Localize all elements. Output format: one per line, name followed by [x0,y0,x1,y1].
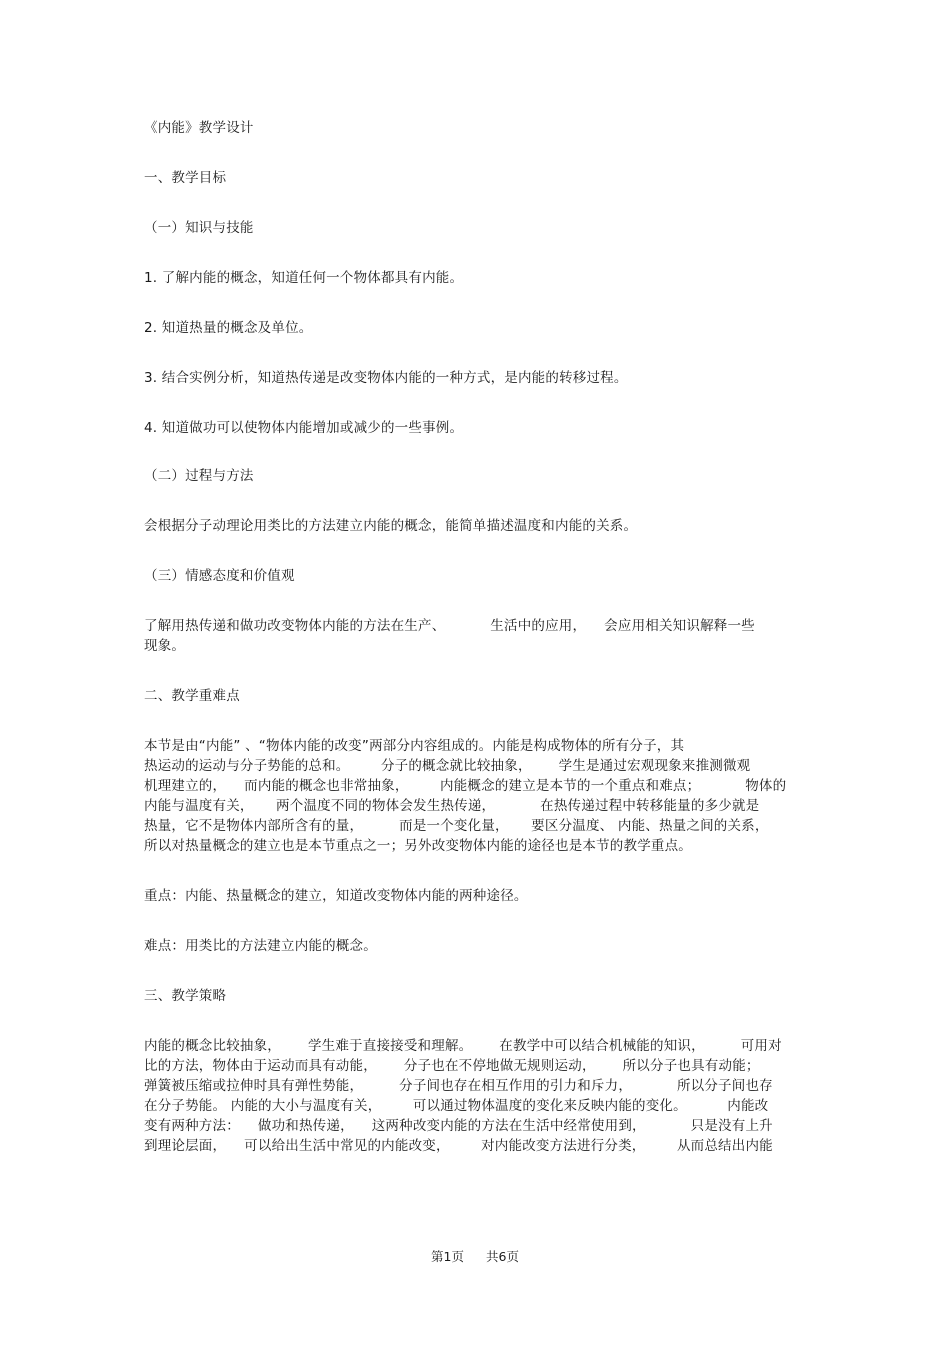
paragraph-line: 所以对热量概念的建立也是本节重点之一；另外改变物体内能的途径也是本节的教学重点。 [144,838,692,854]
strategy-paragraph [144,1036,806,1156]
objective-item: 4. 知道做功可以使物体内能增加或减少的一些事例。 [144,420,464,436]
process-method-text: 会根据分子动理论用类比的方法建立内能的概念，能简单描述温度和内能的关系。 [144,518,638,534]
paragraph-line: 在分子势能。 内能的大小与温度有关， 可以通过物体温度的变化来反映内能的变化。 内能改 [144,1098,769,1114]
subheading-process-method: （二）过程与方法 [144,468,254,484]
paragraph-line: 比的方法，物体由于运动而具有动能， 分子也在不停地做无规则运动， 所以分子也具有动能； [144,1058,760,1074]
paragraph-line: 现象。 [144,638,186,654]
paragraph-line: 机理建立的， 而内能的概念也非常抽象， 内能概念的建立是本节的一个重点和难点； 物体的 [144,778,787,794]
document-content [144,118,806,1156]
paragraph-line: 弹簧被压缩或拉伸时具有弹性势能， 分子间也存在相互作用的引力和斥力， 所以分子间也存 [144,1078,773,1094]
section-heading-strategy: 三、教学策略 [144,988,227,1004]
page-footer [0,1247,950,1265]
document-title: 《内能》教学设计 [144,120,254,136]
objective-item: 2. 知道热量的概念及单位。 [144,320,313,336]
section-heading-objectives: 一、教学目标 [144,170,227,186]
key-point-text: 重点：内能、热量概念的建立，知道改变物体内能的两种途径。 [144,888,528,904]
objective-item: 3. 结合实例分析，知道热传递是改变物体内能的一种方式，是内能的转移过程。 [144,370,628,386]
subheading-knowledge-skills: （一）知识与技能 [144,220,254,236]
subheading-attitude-values: （三）情感态度和价值观 [144,568,295,584]
paragraph-line: 了解用热传递和做功改变物体内能的方法在生产、 生活中的应用， 会应用相关知识解释一些 [144,618,755,634]
paragraph-line: 内能的概念比较抽象， 学生难于直接接受和理解。 在教学中可以结合机械能的知识， 可用对 [144,1038,782,1054]
page-total: 共6页 [486,1249,519,1264]
paragraph-line: 内能与温度有关， 两个温度不同的物体会发生热传递， 在热传递过程中转移能量的多少就是 [144,798,760,814]
paragraph-line: 本节是由“内能” 、“物体内能的改变”两部分内容组成的。内能是构成物体的所有分子，其 [144,738,685,754]
key-points-paragraph [144,736,806,856]
section-heading-key-points: 二、教学重难点 [144,688,240,704]
attitude-values-paragraph [144,616,806,656]
paragraph-line: 到理论层面， 可以给出生活中常见的内能改变， 对内能改变方法进行分类， 从而总结出内能 [144,1138,773,1154]
paragraph-line: 热运动的运动与分子势能的总和。 分子的概念就比较抽象， 学生是通过宏观现象来推测微观 [144,758,751,774]
paragraph-line: 热量，它不是物体内部所含有的量， 而是一个变化量， 要区分温度、 内能、热量之间的关系， [144,818,769,834]
paragraph-line: 变有两种方法： 做功和热传递， 这两种改变内能的方法在生活中经常使用到， 只是没有上升 [144,1118,773,1134]
page-number: 第1页 [431,1249,464,1264]
objective-item: 1. 了解内能的概念，知道任何一个物体都具有内能。 [144,270,464,286]
difficult-point-text: 难点：用类比的方法建立内能的概念。 [144,938,377,954]
